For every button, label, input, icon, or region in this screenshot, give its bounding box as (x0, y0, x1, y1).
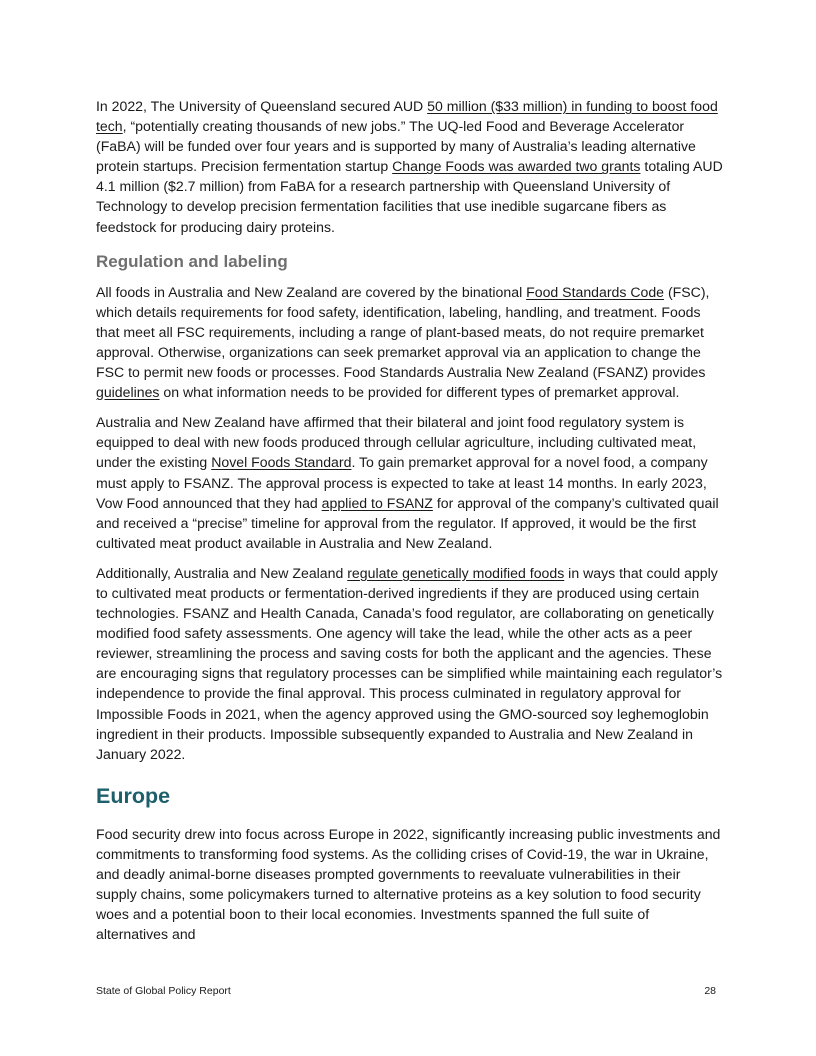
text-span: totaling AUD 4.1 million ($2.7 million) from FaBA for a research partnership with Queensland University of Technology to develop precision fermentation facilities that use inedible sugarcane fibers as feedstock for producing dairy proteins. (96, 158, 723, 235)
paragraph-europe-food-security: Food security drew into focus across Europe in 2022, significantly increasing public investments and commitments to transforming food systems. As the colliding crises of Covid-19, the war in Ukraine, and deadly animal-borne diseases prompted governments to reevaluate vulnerabilities in their supply chains, some policymakers turned to alternative proteins as a key solution to food security woes and a potential boon to their local economies. Investments spanned the full suite of alternatives and (96, 825, 721, 943)
footer-report-title: State of Global Policy Report (96, 985, 231, 997)
text-span: In 2022, The University of Queensland secured AUD (96, 98, 428, 114)
text-span: . To gain premarket approval for a novel food, a company must apply to FSANZ. The approval process is expected to take at least 14 months. In early 2023, Vow Food announced that they had (96, 454, 708, 511)
link-food-standards-code[interactable]: Food Standards Code (526, 283, 665, 300)
heading-regulation-labeling: Regulation and labeling (96, 251, 288, 271)
paragraph-novel-foods (96, 412, 724, 553)
text-span: (FSC), which details requirements for food safety, identification, labeling, handling, and treatment. Foods that meet all FSC requirements, including a range of plant-based meats, do not require premarket approval. Otherwise, organizations can seek premarket approval via an application to change the FSC to permit new foods or processes. Food Standards Australia New Zealand (FSANZ) provides (96, 283, 710, 381)
page-content (96, 96, 724, 954)
link-change-foods-grants[interactable]: Change Foods was awarded two grants (392, 158, 641, 175)
text-span: in ways that could apply to cultivated meat products or fermentation-derived ingredients if they are produced using certain technologies. FSANZ and Health Canada, Canada’s food regulator, are collaborating on genetically modified food safety assessments. One agency will take the lead, while the other acts as a peer reviewer, streamlining the process and saving costs for both the applicant and the agencies. These are encouraging signs that regulatory processes can be simplified while maintaining each regulator’s independence to provide the final approval. This process culminated in regulatory approval for Impossible Foods in 2021, when the agency approved using the GMO-sourced soy leghemoglobin ingredient in their products. Impossible subsequently expanded to Australia and New Zealand in January 2022. (96, 564, 723, 762)
text-span: All foods in Australia and New Zealand are covered by the binational (96, 283, 527, 300)
paragraph-uq-funding (96, 96, 724, 237)
paragraph-gm-foods (96, 563, 724, 764)
heading-europe: Europe (96, 783, 171, 808)
link-novel-foods-standard[interactable]: Novel Foods Standard (211, 454, 352, 471)
text-span: , “potentially creating thousands of new jobs.” The UQ-led Food and Beverage Accelerator (FaBA) will be funded over four years and is supported by many of Australia’s leading alternative protein startups. Precision fermentation startup (96, 118, 696, 175)
link-applied-to-fsanz[interactable]: applied to FSANZ (321, 494, 433, 511)
text-span: Additionally, Australia and New Zealand (96, 564, 348, 581)
text-span: for approval of the company’s cultivated quail and received a “precise” timeline for approval from the regulator. If approved, it would be the first cultivated meat product available in Australia and New Zealand. (96, 494, 719, 551)
text-span: on what information needs to be provided for different types of premarket approval. (159, 384, 680, 401)
footer-page-number: 28 (704, 985, 716, 997)
link-regulate-gm-foods[interactable]: regulate genetically modified foods (347, 564, 565, 581)
paragraph-food-standards-code (96, 282, 724, 403)
link-uq-funding[interactable]: 50 million ($33 million) in funding to boost food tech (96, 98, 718, 135)
text-span: Australia and New Zealand have affirmed that their bilateral and joint food regulatory system is equipped to deal with new foods produced through cellular agriculture, including cultivated meat, under the existing (96, 414, 697, 471)
link-guidelines[interactable]: guidelines (96, 384, 160, 401)
